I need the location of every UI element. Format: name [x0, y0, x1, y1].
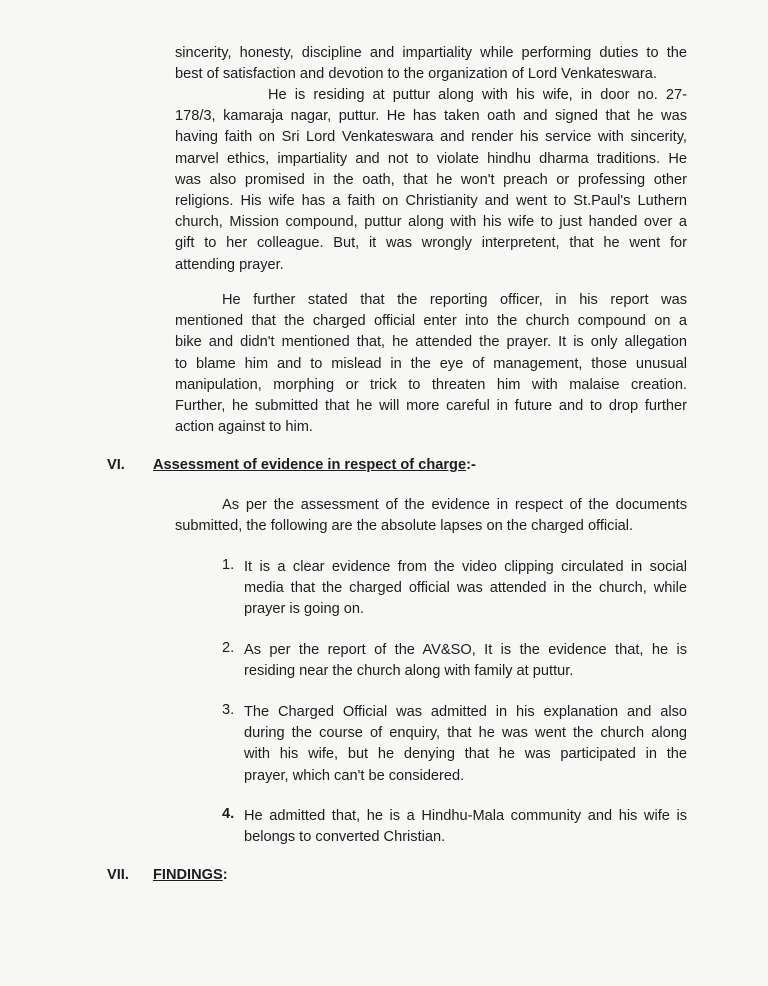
section-title: Assessment of evidence in respect of charge: [153, 457, 467, 473]
section-heading: [153, 457, 476, 473]
text-line: with his wife, but he denying that he was participated in the: [244, 746, 687, 763]
section-title-suffix: :: [222, 867, 228, 883]
text-line: church, Mission compound, puttur along with his wife to just handed over a: [175, 214, 687, 231]
text-line: manipulation, morphing or trick to threaten him with malaise creation.: [175, 376, 687, 393]
text-line: residing near the church along with family at puttur.: [244, 663, 574, 680]
text-line: He is residing at puttur along with his wife, in door no. 27-: [268, 87, 687, 103]
text-line: gift to her colleague. But, it was wrongly interpretent, that he went for: [175, 235, 687, 252]
list-item-number: 3.: [222, 702, 235, 718]
list-item: [244, 557, 687, 621]
paragraph-residence: [175, 85, 687, 276]
paragraph-further-stated: [175, 290, 687, 438]
text-line: bike and didn't mentioned that, he attended the prayer. It is only allegation: [175, 334, 687, 351]
text-line: marvel ethics, impartiality and not to violate hindhu dharma traditions. He: [175, 150, 687, 167]
text-line: As per the report of the AV&SO, It is the evidence that, he is: [244, 642, 687, 658]
text-line: prayer, which can't be considered.: [244, 767, 465, 784]
text-line: 178/3, kamaraja nagar, puttur. He has taken oath and signed that he was: [175, 108, 687, 125]
text-line: As per the assessment of the evidence in respect of the documents: [222, 497, 687, 513]
section-title-suffix: :-: [466, 457, 476, 473]
section-number: VII.: [107, 867, 129, 883]
list-item: [244, 702, 687, 787]
text-line: sincerity, honesty, discipline and impartiality while performing duties to the: [175, 45, 687, 61]
section-heading: [153, 867, 228, 883]
section-title: FINDINGS: [153, 867, 223, 883]
text-line: belongs to converted Christian.: [244, 829, 446, 846]
section-intro: [175, 495, 687, 537]
list-item: [244, 640, 687, 682]
text-line: mentioned that the charged official enter into the church compound on a: [175, 313, 687, 330]
text-line: Further, he submitted that he will more careful in future and to drop further: [175, 398, 687, 415]
text-line: It is a clear evidence from the video clipping circulated in social: [244, 559, 687, 575]
text-line: prayer is going on.: [244, 601, 365, 618]
text-line: The Charged Official was admitted in his explanation and also: [244, 704, 687, 720]
section-number: VI.: [107, 457, 125, 473]
text-line: during the course of enquiry, that he was went the church along: [244, 725, 687, 742]
text-line: was also promised in the oath, that he won't preach or professing other: [175, 171, 687, 188]
paragraph-continuation: [175, 43, 687, 85]
text-line: He further stated that the reporting officer, in his report was: [222, 292, 687, 308]
text-line: best of satisfaction and devotion to the organization of Lord Venkateswara.: [175, 66, 657, 83]
list-item-number: 4.: [222, 806, 235, 822]
text-line: having faith on Sri Lord Venkateswara and render his service with sincerity,: [175, 129, 687, 146]
text-line: media that the charged official was attended in the church, while: [244, 580, 687, 597]
list-item-number: 1.: [222, 557, 235, 573]
text-line: attending prayer.: [175, 256, 284, 273]
text-line: religions. His wife has a faith on Christianity and went to St.Paul's Luthern: [175, 193, 687, 210]
list-item: [244, 806, 687, 848]
list-item-number: 2.: [222, 640, 235, 656]
text-line: to blame him and to mislead in the eye of management, those unusual: [175, 355, 687, 372]
text-line: action against to him.: [175, 419, 313, 436]
text-line: He admitted that, he is a Hindhu-Mala community and his wife is: [244, 808, 687, 824]
text-line: submitted, the following are the absolute lapses on the charged official.: [175, 518, 634, 535]
